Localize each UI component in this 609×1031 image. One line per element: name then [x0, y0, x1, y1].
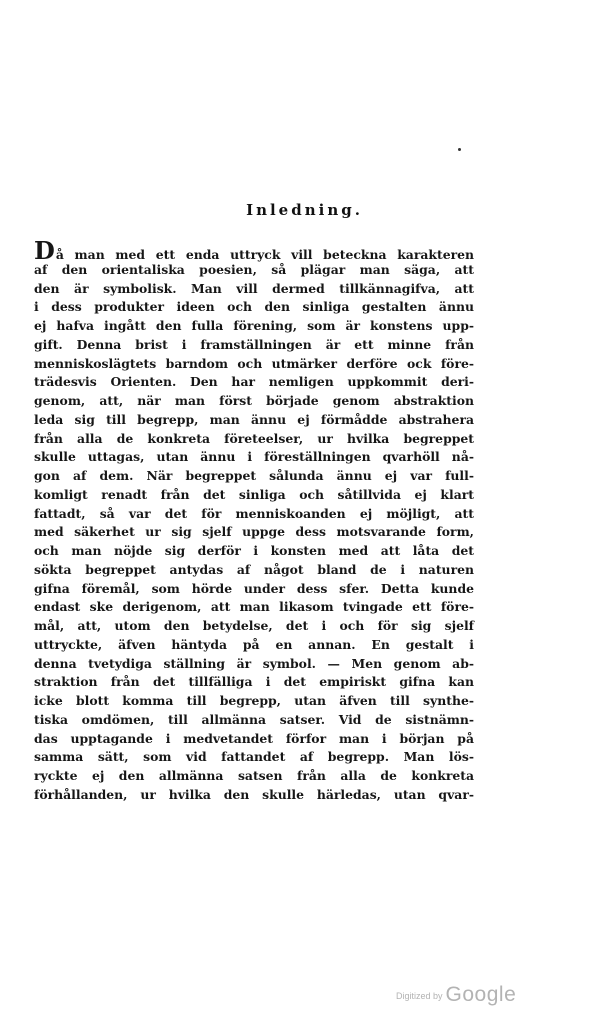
text-line: trädesvis Orienten. Den har nemligen uppkommit deri-: [34, 374, 474, 390]
text-line-1: [34, 236, 474, 265]
digitized-watermark: [396, 983, 516, 1007]
text-line: samma sätt, som vid fattandet af begrepp. Man lös-: [34, 749, 474, 765]
text-line: och man nöjde sig derför i konsten med att låta det: [34, 543, 474, 558]
text-line: das upptagande i medvetandet förfor man i början på: [34, 730, 474, 746]
text-line: förhållanden, ur hvilka den skulle härledas, utan qvar-: [34, 786, 474, 802]
text-line: leda sig till begrepp, man ännu ej förmådde abstrahera: [34, 411, 474, 427]
text-line: komligt renadt från det sinliga och såtillvida ej klart: [34, 486, 474, 502]
drop-cap: D: [34, 236, 55, 265]
text-line: gon af dem. När begreppet sålunda ännu ej var full-: [34, 468, 474, 483]
text-line: den är symbolisk. Man vill dermed tillkännagifva, att: [34, 280, 474, 296]
text-lines: [34, 261, 474, 805]
text-line: icke blott komma till begrepp, utan äfven till synthe-: [34, 693, 474, 708]
text-line: tiska omdömen, till allmänna satser. Vid de sistnämn-: [34, 711, 474, 727]
text-line: sökta begreppet antydas af något bland de i naturen: [34, 561, 474, 577]
ink-speck: [458, 148, 461, 151]
text-line: med säkerhet ur sig sjelf uppge dess motsvarande form,: [34, 524, 474, 540]
text-line: från alla de konkreta företeelser, ur hvilka begreppet: [34, 430, 474, 446]
text-line: straktion från det tillfälliga i det empiriskt gifna kan: [34, 674, 474, 690]
text-line: ryckte ej den allmänna satsen från alla de konkreta: [34, 768, 474, 783]
text-line: denna tvetydiga ställning är symbol. — Men genom ab-: [34, 655, 474, 671]
google-logo: Google: [445, 983, 517, 1006]
text-line: uttryckte, äfven häntyda på en annan. En gestalt i: [34, 636, 474, 652]
text-line: skulle uttagas, utan ännu i föreställningen qvarhöll nå-: [34, 449, 474, 465]
text-line: fattadt, så var det för menniskoanden ej möjligt, att: [34, 505, 474, 521]
text-line: mål, att, utom den betydelse, det i och för sig sjelf: [34, 618, 474, 633]
text-line: endast ske derigenom, att man likasom tvingade ett före-: [34, 599, 474, 615]
text-line: ej hafva ingått den fulla förening, som är konstens upp-: [34, 318, 474, 333]
text-line: gift. Denna brist i framställningen är ett minne från: [34, 336, 474, 352]
text-line: i dess produkter ideen och den sinliga gestalten ännu: [34, 299, 474, 315]
body-text: [34, 236, 474, 805]
text-line: menniskoslägtets barndom och utmärker derföre ock före-: [34, 355, 474, 371]
text-line: genom, att, när man först började genom abstraktion: [34, 393, 474, 408]
text-line: af den orientaliska poesien, så plägar man säga, att: [34, 261, 474, 277]
text-line: gifna föremål, som hörde under dess sfer. Detta kunde: [34, 580, 474, 596]
watermark-prefix: Digitized by: [396, 991, 443, 1001]
chapter-title: Inledning.: [246, 201, 363, 219]
first-line-text: å man med ett enda uttryck vill beteckna karakteren: [55, 247, 474, 262]
